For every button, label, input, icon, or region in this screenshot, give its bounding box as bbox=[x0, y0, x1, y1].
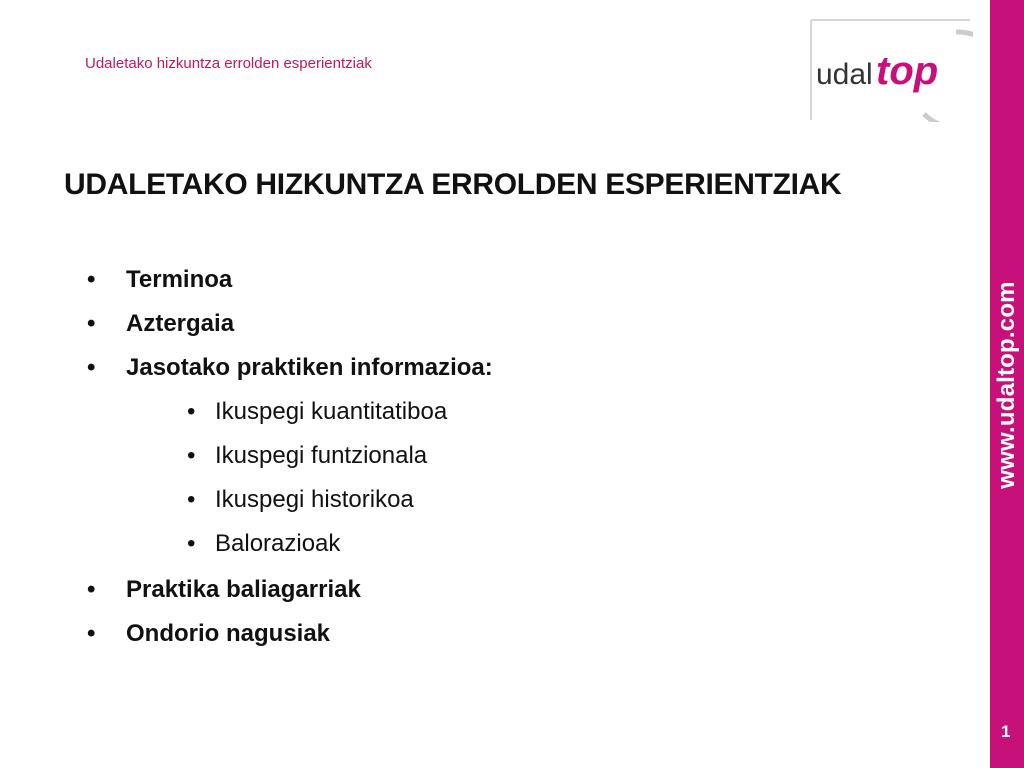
bullet-label: Ikuspegi kuantitatiboa bbox=[215, 398, 448, 425]
sidebar-url: www.udaltop.com bbox=[993, 281, 1020, 489]
bullet-label: Ikuspegi historikoa bbox=[215, 486, 414, 513]
bullet-label: Praktika baliagarriak bbox=[126, 576, 361, 603]
bullet-label: Balorazioak bbox=[215, 530, 341, 557]
bullet-marker: • bbox=[87, 310, 96, 337]
bullet-marker: • bbox=[187, 398, 196, 425]
bullet-item-ondorio-nagusiak bbox=[87, 620, 330, 648]
bullet-marker: • bbox=[187, 530, 196, 557]
bullet-item-terminoa bbox=[87, 266, 232, 294]
bullet-marker: • bbox=[87, 266, 96, 293]
bullet-marker: • bbox=[187, 442, 196, 469]
page-number: 1 bbox=[1001, 722, 1011, 741]
sub-bullet-ikuspegi-funtzionala bbox=[187, 442, 427, 470]
sub-bullet-balorazioak bbox=[187, 530, 340, 558]
sub-bullet-ikuspegi-kuantitatiboa bbox=[187, 398, 447, 426]
bullet-label: Ikuspegi funtzionala bbox=[215, 442, 428, 469]
bullet-label: Terminoa bbox=[126, 266, 233, 293]
bullet-item-praktika-baliagarriak bbox=[87, 576, 361, 604]
udaltop-logo bbox=[808, 18, 973, 122]
bullet-marker: • bbox=[87, 620, 96, 647]
bullet-marker: • bbox=[187, 486, 196, 513]
bullet-label: Jasotako praktiken informazioa: bbox=[126, 354, 493, 381]
logo-text-top: top bbox=[876, 49, 939, 93]
logo-text-udal: udal bbox=[816, 58, 873, 91]
sub-bullet-ikuspegi-historikoa bbox=[187, 486, 414, 514]
bullet-item-aztergaia bbox=[87, 310, 234, 338]
bullet-marker: • bbox=[87, 576, 96, 603]
bullet-label: Ondorio nagusiak bbox=[126, 620, 331, 647]
bullet-label: Aztergaia bbox=[126, 310, 235, 337]
slide-title: UDALETAKO HIZKUNTZA ERROLDEN ESPERIENTZIAK bbox=[64, 168, 842, 201]
bullet-item-jasotako-praktiken bbox=[87, 354, 493, 382]
header-text: Udaletako hizkuntza errolden esperientziak bbox=[85, 55, 372, 72]
bullet-marker: • bbox=[87, 354, 96, 381]
